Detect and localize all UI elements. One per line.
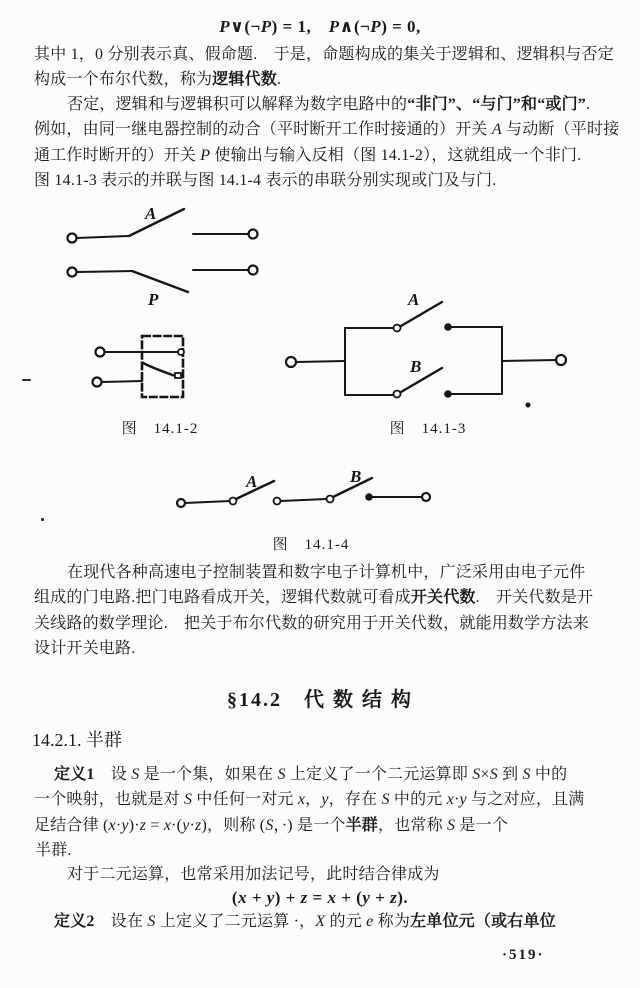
body-line: 其中 1，0 分别表示真、假命题. 于是，命题构成的集关于逻辑和、逻辑积与否定 <box>34 46 614 63</box>
switch-label-p: P <box>148 290 159 309</box>
body-line: 一个映射，也就是对 S 中任何一对元 x，y，存在 S 中的元 x·y 与之对应，且满 <box>34 791 585 808</box>
body-line: 关线路的数学理论. 把关于布尔代数的研究用于开关代数，就能用数学方法来 <box>34 615 590 632</box>
switch-label-a: A <box>145 204 157 223</box>
switch-label-b: B <box>350 467 362 486</box>
body-line: 图 14.1-3 表示的并联与图 14.1-4 表示的串联分别实现或门及与门. <box>34 172 497 189</box>
body-line: 例如，由同一继电器控制的动合（平时断开工作时接通的）开关 A 与动断（平时接 <box>34 121 620 138</box>
text-segment: 组成的门电路.把门电路看成开关，逻辑代数就可看成 <box>34 589 411 606</box>
text-segment: . <box>586 96 591 113</box>
scan-speck <box>22 379 31 381</box>
text-segment: . <box>277 71 282 88</box>
text-segment: ，也常称 S 是一个 <box>378 817 509 834</box>
body-line <box>34 816 508 836</box>
body-line: 在现代各种高速电子控制装置和数字电子计算机中，广泛采用由电子元件 <box>67 564 586 581</box>
section-heading: §14.2 代 数 结 构 <box>227 689 413 711</box>
bold-term-gates: “非门”、“与门”和“或门” <box>407 96 587 113</box>
definition-2-marker: 定义2 <box>54 913 95 930</box>
switch-label-a: A <box>246 472 258 491</box>
figure-caption: 图 14.1-3 <box>389 421 467 437</box>
figure-caption: 图 14.1-2 <box>121 421 199 437</box>
definition-1-marker: 定义1 <box>54 766 95 783</box>
scan-speck <box>41 518 44 521</box>
bold-term-left-identity: 左单位元（或右单位 <box>410 913 556 930</box>
switch-label-a: A <box>408 290 420 309</box>
switch-label-b: B <box>410 357 422 376</box>
body-line: 设计开关电路. <box>34 640 136 657</box>
body-line <box>67 95 590 115</box>
body-line <box>34 588 593 608</box>
bold-term-switching-algebra: 开关代数 <box>410 589 476 606</box>
scan-speck <box>526 403 531 408</box>
body-line <box>54 765 567 785</box>
formula-complement-laws: P∨(¬P) = 1, P∧(¬P) = 0, <box>219 17 421 36</box>
body-line <box>34 70 281 90</box>
body-line: 通工作时断开的）开关 P 使输出与输入反相（图 14.1-2），这就组成一个非门. <box>34 147 582 164</box>
formula-associativity: (x + y) + z = x + (y + z). <box>231 888 409 907</box>
body-line: 半群. <box>35 842 72 859</box>
text-segment: 足结合律 (x·y)·z = x·(y·z)，则称 (S，·) 是一个 <box>34 817 346 834</box>
text-segment: 设在 S 上定义了二元运算 ·，X 的元 e 称为 <box>94 913 411 930</box>
body-line: 对于二元运算，也常采用加法记号，此时结合律成为 <box>67 866 440 883</box>
circuit-figures <box>0 195 640 560</box>
subsection-heading: 14.2.1. 半群 <box>32 730 122 750</box>
figure-14-1-4-diagram <box>177 467 430 507</box>
text-segment: 设 S 是一个集，如果在 S 上定义了一个二元运算即 S×S 到 S 中的 <box>94 766 568 783</box>
body-line <box>54 912 556 932</box>
text-segment: . 开关代数是开 <box>475 589 594 606</box>
bold-term-logic-algebra: 逻辑代数 <box>212 71 278 88</box>
bold-term-semigroup: 半群 <box>345 817 378 834</box>
text-segment: 构成一个布尔代数，称为 <box>34 71 213 88</box>
figure-14-1-2-diagram <box>68 204 258 397</box>
text-segment: 否定，逻辑和与逻辑积可以解释为数字电路中的 <box>67 96 408 113</box>
figure-14-1-3-diagram <box>286 290 566 408</box>
figure-caption: 图 14.1-4 <box>272 537 350 553</box>
page-number: ·519· <box>502 947 545 963</box>
